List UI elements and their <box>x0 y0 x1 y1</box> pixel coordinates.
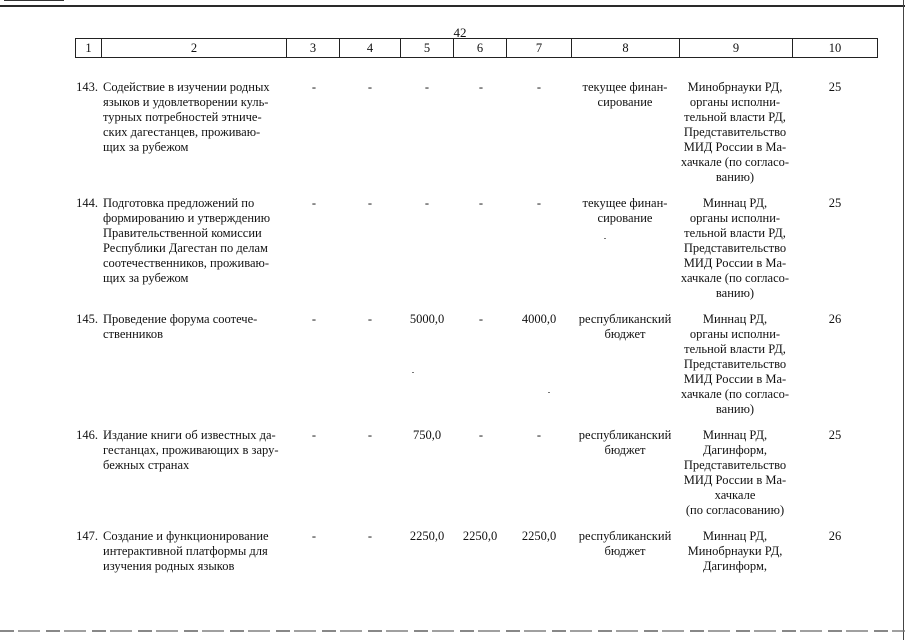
executors <box>679 312 791 417</box>
scan-speck <box>604 238 606 239</box>
col-4-value: - <box>367 312 373 326</box>
col-7-value: - <box>536 80 542 94</box>
scan-edge-mark <box>4 0 64 4</box>
activity-line: бежных странах <box>103 458 190 472</box>
header-col-2: 2 <box>101 39 286 57</box>
col-6-value: 2250,0 <box>462 529 498 543</box>
activity-line: щих за рубежом <box>103 140 189 154</box>
header-col-1: 1 <box>75 39 101 57</box>
executor-line: тельной власти РД, <box>684 226 786 240</box>
scan-bottom-edge <box>0 630 905 632</box>
activity-line: изучения родных языков <box>103 559 235 573</box>
row-number: 147. <box>76 529 98 543</box>
col-6-value: - <box>478 196 484 210</box>
activity-line: Республики Дагестан по делам <box>103 241 268 255</box>
right-border-line <box>903 0 904 640</box>
col-10-value: 25 <box>828 428 842 442</box>
activity-line: турных потребностей этниче- <box>103 110 262 124</box>
header-col-6: 6 <box>453 39 506 57</box>
activity-line: языков и удовлетворении куль- <box>103 95 269 109</box>
executor-line: Представительство <box>683 241 787 255</box>
executors <box>679 529 791 574</box>
col-10-value: 25 <box>828 196 842 210</box>
col-10-value: 26 <box>828 529 842 543</box>
executor-line: Дагинформ, <box>702 559 768 573</box>
col-3-value: - <box>311 312 317 326</box>
funding-line: республиканский <box>578 312 672 326</box>
col-5-value: 5000,0 <box>409 312 445 326</box>
activity-line: щих за рубежом <box>103 271 189 285</box>
col-6-value: - <box>478 80 484 94</box>
activity-description <box>103 529 283 574</box>
executor-line: Представительство <box>683 125 787 139</box>
col-5-value: 750,0 <box>412 428 442 442</box>
col-3-value: - <box>311 428 317 442</box>
executors <box>679 196 791 301</box>
funding-source <box>571 80 679 110</box>
activity-description <box>103 312 283 342</box>
executor-line: Представительство <box>683 357 787 371</box>
executor-line: хачкале (по согласо- <box>680 271 790 285</box>
top-border-line <box>0 5 905 7</box>
scan-speck <box>412 372 414 373</box>
row-number: 144. <box>76 196 98 210</box>
executor-line: тельной власти РД, <box>684 110 786 124</box>
executor-line: хачкале (по согласо- <box>680 387 790 401</box>
funding-line: республиканский <box>578 529 672 543</box>
col-7-value: 2250,0 <box>521 529 557 543</box>
col-4-value: - <box>367 428 373 442</box>
executor-line: МИД России в Ма- <box>683 140 787 154</box>
header-col-9: 9 <box>679 39 792 57</box>
funding-source <box>571 312 679 342</box>
activity-line: интерактивной платформы для <box>103 544 268 558</box>
executor-line: тельной власти РД, <box>684 342 786 356</box>
activity-description <box>103 196 283 286</box>
executor-line: Миннац РД, <box>702 529 768 543</box>
activity-description <box>103 428 283 473</box>
funding-source <box>571 196 679 226</box>
row-number: 143. <box>76 80 98 94</box>
executor-line: Минобрнауки РД, <box>687 80 783 94</box>
col-5-value: - <box>424 196 430 210</box>
col-4-value: - <box>367 529 373 543</box>
activity-line: соотечественников, проживаю- <box>103 256 270 270</box>
executor-line: ванию) <box>715 402 755 416</box>
activity-line: Создание и функционирование <box>103 529 269 543</box>
executor-line: ванию) <box>715 286 755 300</box>
executors <box>679 428 791 518</box>
funding-line: бюджет <box>604 544 646 558</box>
funding-line: сирование <box>597 211 653 225</box>
row-number: 146. <box>76 428 98 442</box>
executor-line: хачкале <box>714 488 756 502</box>
executor-line: органы исполни- <box>689 327 781 341</box>
row-number: 145. <box>76 312 98 326</box>
executor-line: Миннац РД, <box>702 428 768 442</box>
col-4-value: - <box>367 80 373 94</box>
executor-line: Миннац РД, <box>702 196 768 210</box>
header-col-4: 4 <box>339 39 400 57</box>
page-number: 42 <box>453 25 467 40</box>
header-col-10: 10 <box>792 39 878 57</box>
activity-line: Подготовка предложений по <box>103 196 255 210</box>
header-col-5: 5 <box>400 39 453 57</box>
executor-line: Миннац РД, <box>702 312 768 326</box>
col-7-value: - <box>536 196 542 210</box>
activity-line: ственников <box>103 327 164 341</box>
funding-source <box>571 428 679 458</box>
col-6-value: - <box>478 312 484 326</box>
col-3-value: - <box>311 196 317 210</box>
funding-line: текущее финан- <box>582 80 668 94</box>
executor-line: хачкале (по согласо- <box>680 155 790 169</box>
activity-line: Проведение форума соотече- <box>103 312 258 326</box>
executor-line: Представительство <box>683 458 787 472</box>
activity-line: ских дагестанцев, проживаю- <box>103 125 261 139</box>
activity-line: Правительственной комиссии <box>103 226 262 240</box>
activity-description <box>103 80 283 155</box>
funding-line: текущее финан- <box>582 196 668 210</box>
col-6-value: - <box>478 428 484 442</box>
activity-line: Издание книги об известных да- <box>103 428 276 442</box>
col-10-value: 26 <box>828 312 842 326</box>
executor-line: ванию) <box>715 170 755 184</box>
executor-line: Минобрнауки РД, <box>687 544 783 558</box>
funding-source <box>571 529 679 559</box>
executor-line: МИД России в Ма- <box>683 256 787 270</box>
col-7-value: - <box>536 428 542 442</box>
activity-line: гестанцах, проживающих в зару- <box>103 443 279 457</box>
col-3-value: - <box>311 529 317 543</box>
col-7-value: 4000,0 <box>521 312 557 326</box>
col-3-value: - <box>311 80 317 94</box>
executors <box>679 80 791 185</box>
funding-line: республиканский <box>578 428 672 442</box>
funding-line: сирование <box>597 95 653 109</box>
col-10-value: 25 <box>828 80 842 94</box>
executor-line: МИД России в Ма- <box>683 372 787 386</box>
header-col-7: 7 <box>506 39 571 57</box>
activity-line: Содействие в изучении родных <box>103 80 270 94</box>
executor-line: МИД России в Ма- <box>683 473 787 487</box>
col-5-value: - <box>424 80 430 94</box>
executor-line: органы исполни- <box>689 95 781 109</box>
funding-line: бюджет <box>604 327 646 341</box>
scan-speck <box>548 392 550 393</box>
col-4-value: - <box>367 196 373 210</box>
table-header-row <box>75 38 878 58</box>
header-col-8: 8 <box>571 39 679 57</box>
activity-line: формированию и утверждению <box>103 211 271 225</box>
executor-line: органы исполни- <box>689 211 781 225</box>
funding-line: бюджет <box>604 443 646 457</box>
header-col-3: 3 <box>286 39 339 57</box>
executor-line: Дагинформ, <box>702 443 768 457</box>
executor-line: (по согласованию) <box>685 503 785 517</box>
col-5-value: 2250,0 <box>409 529 445 543</box>
